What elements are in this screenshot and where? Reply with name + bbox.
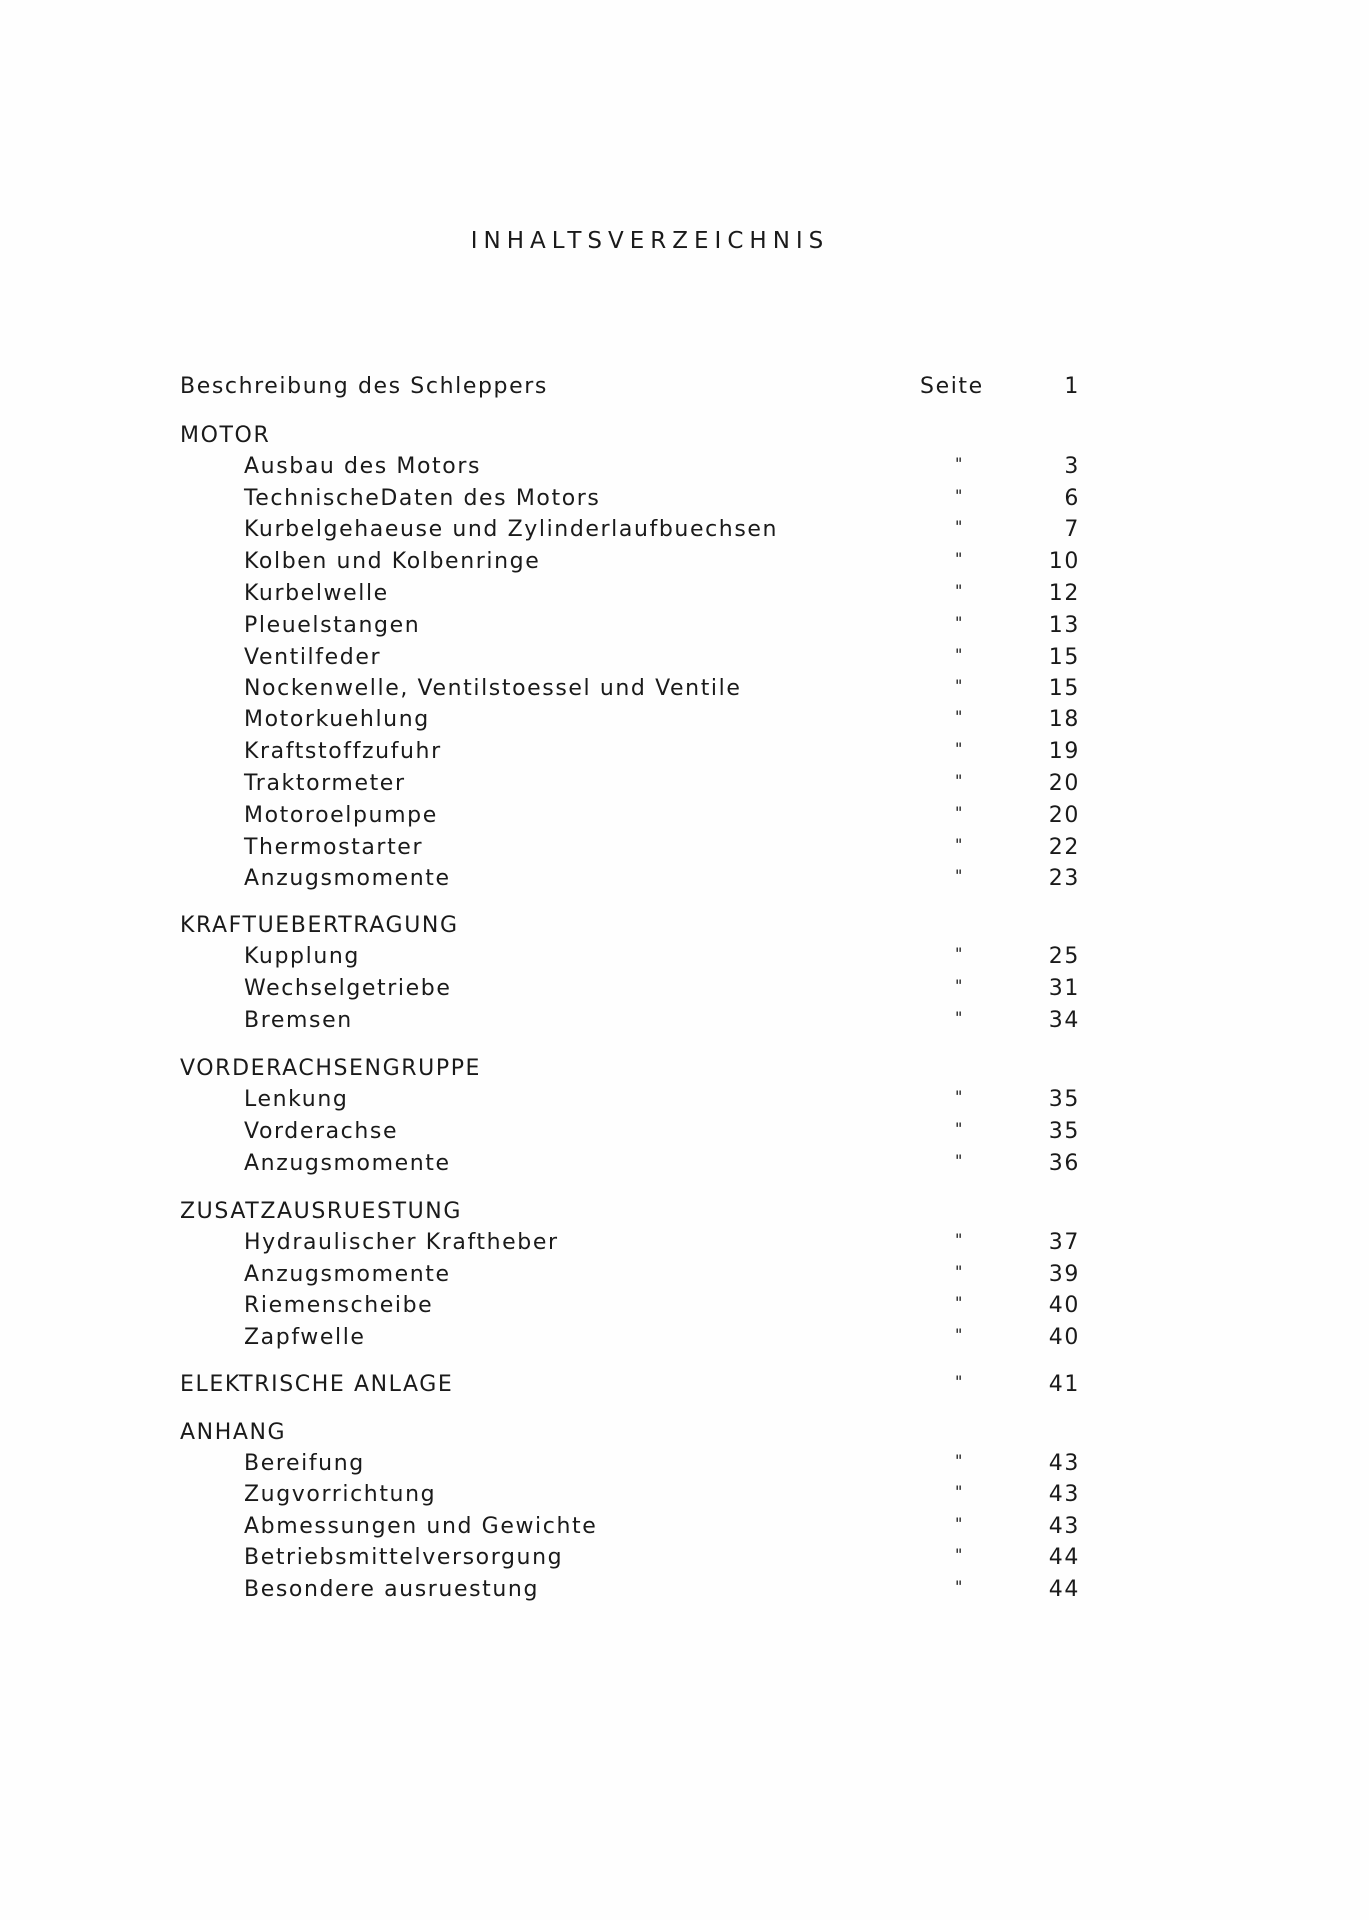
- ditto-mark: ": [955, 1514, 963, 1533]
- toc-entry-label: Betriebsmittelversorgung: [244, 1545, 564, 1570]
- toc-entry-label: Besondere ausruestung: [244, 1577, 540, 1602]
- toc-page-number: 1: [1064, 374, 1080, 399]
- toc-entry-label: Motorkuehlung: [244, 707, 430, 732]
- toc-page-number: 20: [1048, 803, 1080, 828]
- ditto-mark: ": [955, 1482, 963, 1501]
- toc-entry-label: Hydraulischer Kraftheber: [244, 1230, 559, 1255]
- toc-entry-label: Motoroelpumpe: [244, 803, 438, 828]
- toc-entry-label: Anzugsmomente: [244, 1151, 451, 1176]
- ditto-mark: ": [955, 1151, 963, 1170]
- toc-page-number: 34: [1048, 1008, 1080, 1033]
- ditto-mark: ": [955, 1372, 963, 1391]
- toc-entry-row: [180, 944, 1080, 974]
- toc-entry-row: [180, 1577, 1080, 1607]
- ditto-mark: ": [955, 1325, 963, 1344]
- toc-page-number: 22: [1048, 835, 1080, 860]
- toc-entry-label: Nockenwelle, Ventilstoessel und Ventile: [244, 676, 742, 701]
- section-heading-label: ELEKTRISCHE ANLAGE: [180, 1372, 454, 1397]
- toc-page-number: 15: [1048, 645, 1080, 670]
- toc-entry-label: Zugvorrichtung: [244, 1482, 437, 1507]
- toc-entry-label: Riemenscheibe: [244, 1293, 434, 1318]
- toc-page-number: 35: [1048, 1087, 1080, 1112]
- seite-label: Seite: [920, 374, 984, 399]
- toc-entry-row: [180, 976, 1080, 1006]
- toc-page-number: 10: [1048, 549, 1080, 574]
- toc-entry-row: [180, 771, 1080, 801]
- toc-entry-row: [180, 866, 1080, 896]
- toc-entry-row: [180, 1119, 1080, 1149]
- ditto-mark: ": [955, 676, 963, 695]
- ditto-mark: ": [955, 771, 963, 790]
- toc-page-number: 6: [1064, 486, 1080, 511]
- toc-entry-row: [180, 1482, 1080, 1512]
- ditto-mark: ": [955, 1230, 963, 1249]
- toc-section-heading: [180, 1372, 1080, 1402]
- toc-page-number: 3: [1064, 454, 1080, 479]
- toc-entry-row: [180, 454, 1080, 484]
- toc-entry-row: [180, 835, 1080, 865]
- toc-page-number: 35: [1048, 1119, 1080, 1144]
- toc-page-number: 13: [1048, 613, 1080, 638]
- toc-entry-row: [180, 803, 1080, 833]
- toc-page-number: 20: [1048, 771, 1080, 796]
- toc-entry-row: [180, 486, 1080, 516]
- toc-entry-row: [180, 645, 1080, 675]
- section-heading-label: MOTOR: [180, 423, 271, 448]
- toc-entry-label: Kolben und Kolbenringe: [244, 549, 541, 574]
- toc-entry-row: [180, 1293, 1080, 1323]
- toc-page-number: 43: [1048, 1482, 1080, 1507]
- toc-section-heading: [180, 1199, 1080, 1229]
- page-title: INHALTSVERZEICHNIS: [470, 228, 830, 254]
- toc-entry-label: Anzugsmomente: [244, 866, 451, 891]
- ditto-mark: ": [955, 1451, 963, 1470]
- section-heading-label: VORDERACHSENGRUPPE: [180, 1056, 482, 1081]
- toc-entry-row: [180, 676, 1080, 706]
- toc-page-number: 39: [1048, 1262, 1080, 1287]
- section-heading-label: ZUSATZAUSRUESTUNG: [180, 1199, 463, 1224]
- ditto-mark: ": [955, 944, 963, 963]
- toc-entry-row: [180, 707, 1080, 737]
- ditto-mark: ": [955, 1293, 963, 1312]
- ditto-mark: ": [955, 1262, 963, 1281]
- toc-entry-row: [180, 1087, 1080, 1117]
- ditto-mark: ": [955, 739, 963, 758]
- ditto-mark: ": [955, 1119, 963, 1138]
- toc-entry-row: [180, 1262, 1080, 1292]
- toc-page-number: 12: [1048, 581, 1080, 606]
- toc-entry-label: Zapfwelle: [244, 1325, 366, 1350]
- toc-page-number: 25: [1048, 944, 1080, 969]
- toc-page-number: 40: [1048, 1293, 1080, 1318]
- toc-section-heading: [180, 913, 1080, 943]
- toc-entry-row: [180, 1230, 1080, 1260]
- ditto-mark: ": [955, 517, 963, 536]
- toc-entry-label: Ausbau des Motors: [244, 454, 482, 479]
- toc-entry-label: Bremsen: [244, 1008, 353, 1033]
- toc-intro-row: [180, 374, 1080, 404]
- ditto-mark: ": [955, 486, 963, 505]
- toc-entry-row: [180, 613, 1080, 643]
- toc-page-number: 19: [1048, 739, 1080, 764]
- ditto-mark: ": [955, 803, 963, 822]
- ditto-mark: ": [955, 581, 963, 600]
- toc-entry-row: [180, 517, 1080, 547]
- toc-entry-row: [180, 1545, 1080, 1575]
- toc-page-number: 15: [1048, 676, 1080, 701]
- ditto-mark: ": [955, 454, 963, 473]
- toc-entry-row: [180, 1451, 1080, 1481]
- toc-section-heading: [180, 423, 1080, 453]
- ditto-mark: ": [955, 976, 963, 995]
- toc-section-heading: [180, 1420, 1080, 1450]
- ditto-mark: ": [955, 866, 963, 885]
- toc-entry-label: Pleuelstangen: [244, 613, 421, 638]
- toc-entry-label: Kurbelwelle: [244, 581, 389, 606]
- ditto-mark: ": [955, 707, 963, 726]
- ditto-mark: ": [955, 1087, 963, 1106]
- toc-entry-label: TechnischeDaten des Motors: [244, 486, 601, 511]
- toc-entry-row: [180, 549, 1080, 579]
- toc-page-number: 43: [1048, 1451, 1080, 1476]
- toc-entry-label: Vorderachse: [244, 1119, 399, 1144]
- toc-page-number: 37: [1048, 1230, 1080, 1255]
- toc-page-number: 23: [1048, 866, 1080, 891]
- toc-section-heading: [180, 1056, 1080, 1086]
- ditto-mark: ": [955, 835, 963, 854]
- toc-entry-label: Kupplung: [244, 944, 360, 969]
- section-heading-label: ANHANG: [180, 1420, 287, 1445]
- toc-entry-label: Traktormeter: [244, 771, 406, 796]
- toc-entry-row: [180, 1008, 1080, 1038]
- ditto-mark: ": [955, 1008, 963, 1027]
- toc-entry-label: Thermostarter: [244, 835, 424, 860]
- toc-entry-label: Ventilfeder: [244, 645, 382, 670]
- toc-entry-row: [180, 1514, 1080, 1544]
- toc-entry-label: Anzugsmomente: [244, 1262, 451, 1287]
- toc-page-number: 18: [1048, 707, 1080, 732]
- section-heading-label: KRAFTUEBERTRAGUNG: [180, 913, 459, 938]
- toc-page-number: 7: [1064, 517, 1080, 542]
- toc-page-number: 31: [1048, 976, 1080, 1001]
- toc-page-number: 44: [1048, 1545, 1080, 1570]
- toc-page-number: 41: [1048, 1372, 1080, 1397]
- toc-entry-label: Lenkung: [244, 1087, 349, 1112]
- toc-page-number: 43: [1048, 1514, 1080, 1539]
- toc-page-number: 40: [1048, 1325, 1080, 1350]
- toc-entry-label: Wechselgetriebe: [244, 976, 452, 1001]
- toc-entry-row: [180, 581, 1080, 611]
- toc-entry-row: [180, 1151, 1080, 1181]
- toc-entry-label: Kraftstoffzufuhr: [244, 739, 442, 764]
- toc-entry-label: Bereifung: [244, 1451, 365, 1476]
- ditto-mark: ": [955, 549, 963, 568]
- toc-page-number: 36: [1048, 1151, 1080, 1176]
- toc-entry-label: Beschreibung des Schleppers: [180, 374, 548, 399]
- toc-page-number: 44: [1048, 1577, 1080, 1602]
- ditto-mark: ": [955, 645, 963, 664]
- toc-entry-row: [180, 1325, 1080, 1355]
- toc-entry-label: Kurbelgehaeuse und Zylinderlaufbuechsen: [244, 517, 779, 542]
- ditto-mark: ": [955, 1545, 963, 1564]
- ditto-mark: ": [955, 613, 963, 632]
- toc-entry-row: [180, 739, 1080, 769]
- ditto-mark: ": [955, 1577, 963, 1596]
- toc-entry-label: Abmessungen und Gewichte: [244, 1514, 598, 1539]
